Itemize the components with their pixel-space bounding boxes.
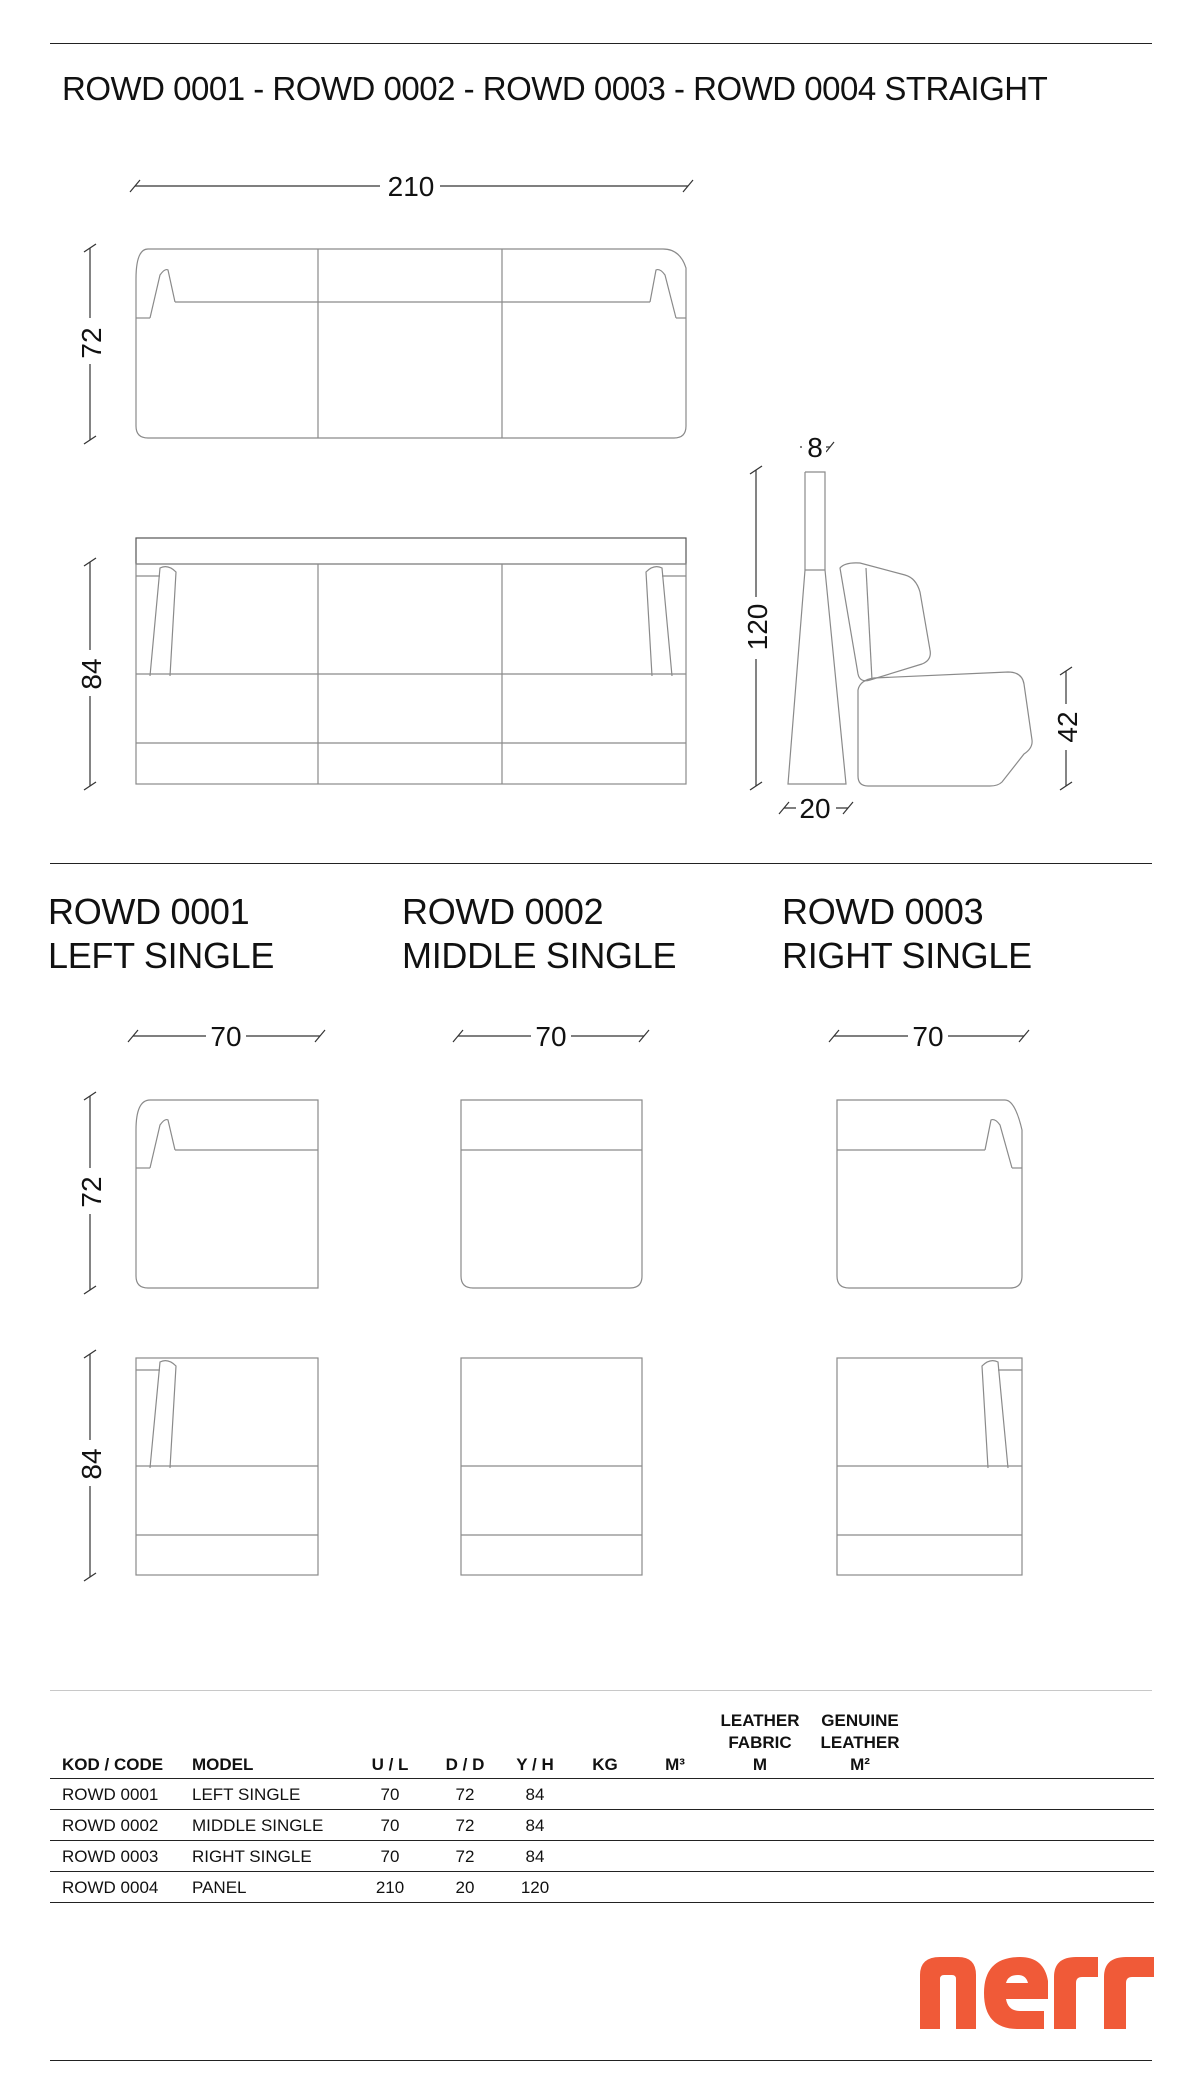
module-title-left xyxy=(48,890,274,978)
nerr-logo xyxy=(918,1955,1156,2031)
dim-label-panel-height: 120 xyxy=(742,603,773,651)
dim-label-left-height: 84 xyxy=(76,1448,107,1480)
cell-yh: 120 xyxy=(520,1878,550,1897)
dim-label-left-width: 70 xyxy=(210,1021,242,1052)
dim-seat-height-42 xyxy=(1050,667,1083,790)
dim-panel-top-8 xyxy=(800,430,834,463)
overview-side-view xyxy=(788,472,1032,786)
dim-middle-width-70 xyxy=(453,1018,649,1052)
cell-model: RIGHT SINGLE xyxy=(192,1847,312,1866)
cell-dd: 20 xyxy=(455,1878,475,1897)
module-name-right: RIGHT SINGLE xyxy=(782,935,1032,976)
middle-single-top-view xyxy=(461,1100,642,1288)
col-spacer xyxy=(910,1710,1154,1779)
dim-label-depth: 72 xyxy=(76,327,107,359)
overview-front-view xyxy=(136,538,686,784)
table-row xyxy=(50,1841,1154,1872)
cell-model: MIDDLE SINGLE xyxy=(192,1816,324,1835)
cell-code: ROWD 0002 xyxy=(62,1816,159,1835)
table-row xyxy=(50,1779,1154,1810)
col-m3: M³ xyxy=(665,1755,685,1774)
table-top-rule xyxy=(50,1690,1152,1691)
section-divider xyxy=(50,863,1152,864)
cell-ul: 70 xyxy=(380,1816,400,1835)
dim-height-84 xyxy=(74,558,107,790)
module-code-middle: ROWD 0002 xyxy=(402,891,604,932)
cell-dd: 72 xyxy=(455,1816,475,1835)
dim-label-panel-base: 20 xyxy=(799,793,831,824)
cell-dd: 72 xyxy=(455,1847,475,1866)
cell-code: ROWD 0001 xyxy=(62,1785,159,1804)
cell-model: PANEL xyxy=(192,1878,247,1897)
dim-label-left-depth: 72 xyxy=(76,1176,107,1208)
cell-yh: 84 xyxy=(525,1785,545,1804)
dim-left-width-70 xyxy=(128,1018,325,1052)
dim-label-middle-width: 70 xyxy=(535,1021,567,1052)
dim-left-depth-72 xyxy=(74,1092,107,1294)
col-model: MODEL xyxy=(192,1755,254,1774)
module-code-right: ROWD 0003 xyxy=(782,891,984,932)
right-single-front-view xyxy=(837,1358,1022,1575)
table-row xyxy=(50,1872,1154,1903)
dim-width-210 xyxy=(130,168,693,202)
dim-label-height: 84 xyxy=(76,658,107,690)
dim-panel-height-120 xyxy=(740,466,773,790)
overview-top-view xyxy=(136,249,686,438)
module-name-left: LEFT SINGLE xyxy=(48,935,275,976)
cell-ul: 210 xyxy=(375,1878,405,1897)
col-dd: D / D xyxy=(445,1755,485,1774)
col-leather-fabric: LEATHER FABRIC M xyxy=(720,1711,800,1774)
page-title: ROWD 0001 - ROWD 0002 - ROWD 0003 - ROWD 0004 STRAIGHT xyxy=(62,70,1048,107)
dim-label-width: 210 xyxy=(387,171,435,202)
cell-ul: 70 xyxy=(380,1847,400,1866)
module-title-middle xyxy=(402,890,676,978)
dim-label-panel-top: 8 xyxy=(807,432,823,463)
table-row xyxy=(50,1810,1154,1841)
dim-label-seat-height: 42 xyxy=(1052,711,1083,743)
cell-dd: 72 xyxy=(455,1785,475,1804)
cell-code: ROWD 0003 xyxy=(62,1847,159,1866)
dim-left-height-84 xyxy=(74,1350,107,1581)
col-ul: U / L xyxy=(371,1755,409,1774)
col-code: KOD / CODE xyxy=(62,1755,164,1774)
table-header-row xyxy=(50,1710,1154,1779)
module-code-left: ROWD 0001 xyxy=(48,891,250,932)
col-yh: Y / H xyxy=(516,1755,554,1774)
logo-letterforms xyxy=(920,1957,1154,2029)
left-single-top-view xyxy=(136,1100,318,1288)
right-single-top-view xyxy=(837,1100,1022,1288)
dim-panel-base-20 xyxy=(779,792,853,824)
dim-right-width-70 xyxy=(829,1018,1029,1052)
spec-table xyxy=(50,1710,1154,1903)
cell-model: LEFT SINGLE xyxy=(192,1785,301,1804)
dim-label-right-width: 70 xyxy=(912,1021,944,1052)
module-name-middle: MIDDLE SINGLE xyxy=(402,935,677,976)
col-kg: KG xyxy=(592,1755,618,1774)
cell-yh: 84 xyxy=(525,1847,545,1866)
middle-single-front-view xyxy=(461,1358,642,1575)
col-genuine-leather: GENUINE LEATHER M² xyxy=(820,1711,900,1774)
cell-code: ROWD 0004 xyxy=(62,1878,159,1897)
left-single-front-view xyxy=(136,1358,318,1575)
dim-depth-72 xyxy=(74,244,107,444)
cell-yh: 84 xyxy=(525,1816,545,1835)
module-title-right xyxy=(782,890,1032,978)
bottom-rule xyxy=(50,2060,1152,2061)
cell-ul: 70 xyxy=(380,1785,400,1804)
